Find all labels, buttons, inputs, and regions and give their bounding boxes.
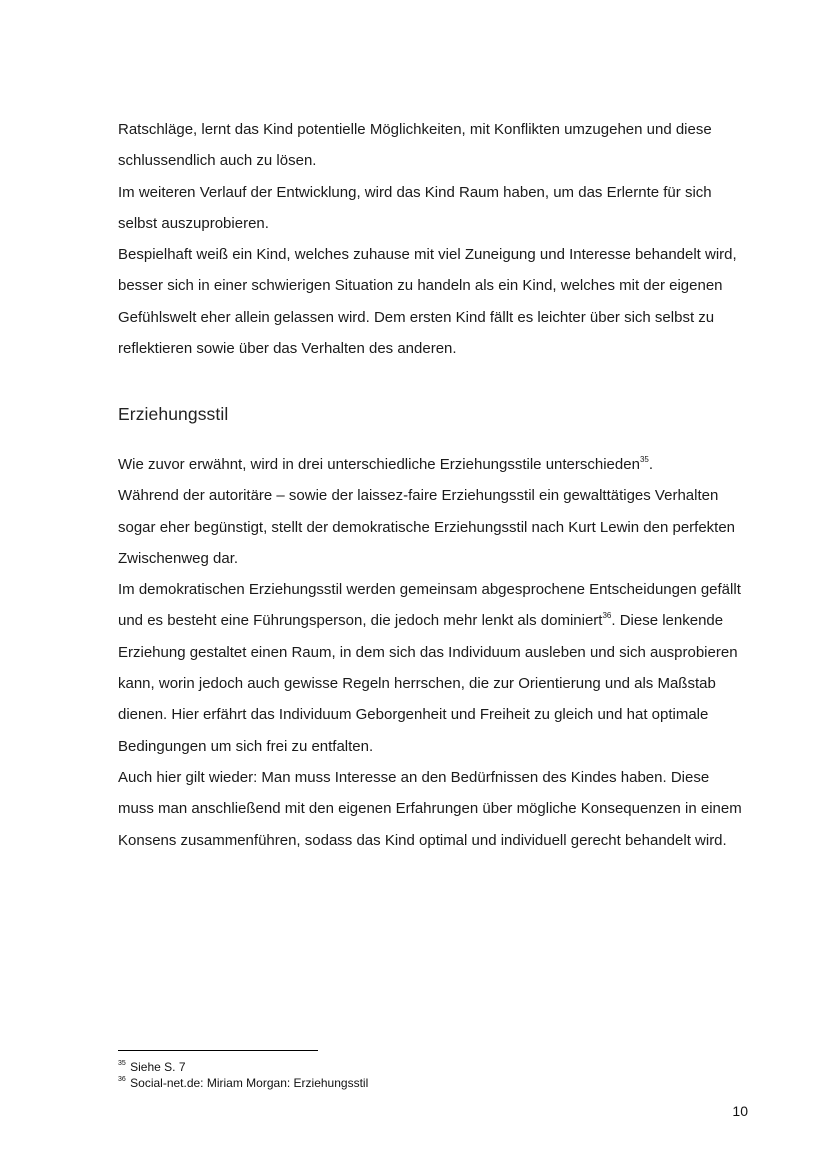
paragraph [118,574,744,762]
paragraph-text: . Diese lenkende Erziehung gestaltet einen Raum, in dem sich das Individuum ausleben und sich ausprobieren kann, worin jedoch auch gewisse Regeln herrschen, die zur Orientierung und als Maßstab dienen. Hier erfährt das Individuum Geborgenheit und Freiheit zu gleich und hat optimale Bedingungen um sich frei zu entfalten. [118,612,738,755]
paragraph-block-intro [118,114,744,364]
paragraph-text: Im demokratischen Erziehungsstil werden gemeinsam abgesprochene Entscheidungen gefällt und es besteht eine Führungsperson, die jedoch mehr lenkt als dominiert [118,581,741,630]
paragraph: Ratschläge, lernt das Kind potentielle Möglichkeiten, mit Konflikten umzugehen und diese schlussendlich auch zu lösen. [118,121,712,170]
footnote-reference: 35 [639,455,649,464]
paragraph: Auch hier gilt wieder: Man muss Interesse an den Bedürfnissen des Kindes haben. Diese muss man anschließend mit den eigenen Erfahrungen über mögliche Konsequenzen in einem Konsens zusammenführen, sodass das Kind optimal und individuell gerecht behandelt wird. [118,768,742,849]
paragraph-text: . [648,456,654,473]
paragraph: Im weiteren Verlauf der Entwicklung, wird das Kind Raum haben, um das Erlernte für sich selbst auszuprobieren. [118,183,712,232]
paragraph: Bespielhaft weiß ein Kind, welches zuhause mit viel Zuneigung und Interesse behandelt wird, besser sich in einer schwierigen Situation zu handeln als ein Kind, welches mit der eigenen Gefühlswelt eher allein gelassen wird. Dem ersten Kind fällt es leichter über sich selbst zu reflektieren sowie über das Verhalten des anderen. [118,246,737,358]
paragraph: Während der autoritäre – sowie der laissez-faire Erziehungsstil ein gewalttätiges Verhalten sogar eher begünstigt, stellt der demokratische Erziehungsstil nach Kurt Lewin den perfekten Zwischenweg dar. [118,487,736,567]
footnote-number: 36 [118,1076,126,1083]
footnote-number: 35 [118,1060,126,1067]
footnotes [118,1059,368,1091]
footnote [118,1075,368,1091]
paragraph-text: Wie zuvor erwähnt, wird in drei unterschiedliche Erziehungsstile unterschieden [118,456,640,473]
paragraph-block-erziehungsstil [118,449,744,856]
paragraph [118,449,744,480]
section-heading: Erziehungsstil [118,404,229,424]
footnote-text: Siehe S. 7 [130,1060,186,1074]
page-number: 10 [732,1103,748,1119]
footnote-reference: 36 [602,611,612,621]
footnote [118,1059,368,1075]
footnote-separator [118,1050,318,1051]
footnote-text: Social-net.de: Miriam Morgan: Erziehungsstil [130,1076,369,1090]
